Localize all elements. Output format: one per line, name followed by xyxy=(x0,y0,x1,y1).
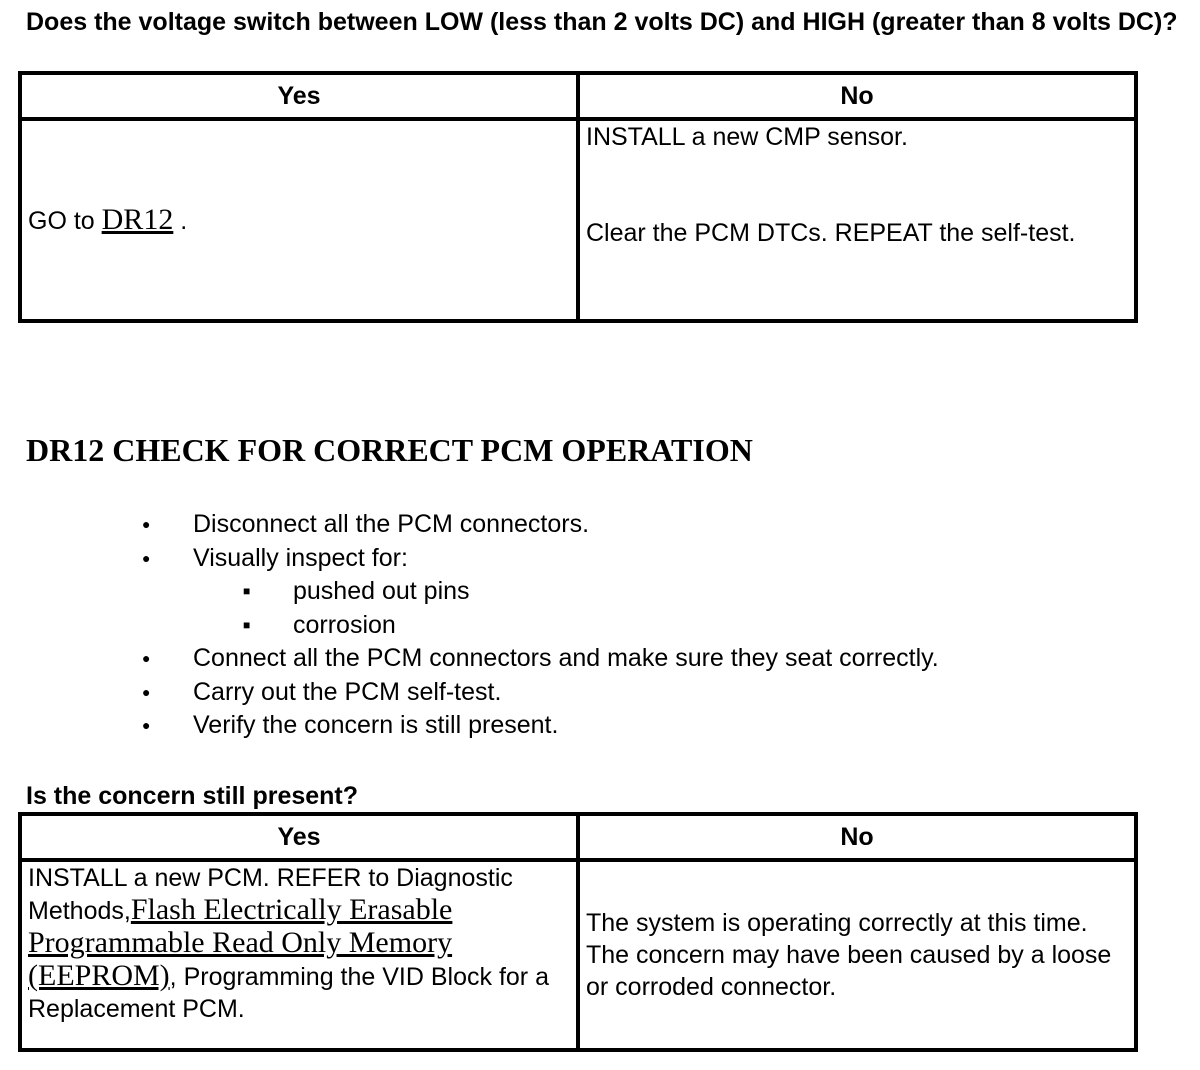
dr12-link[interactable]: DR12 xyxy=(101,202,174,236)
header-no: No xyxy=(578,814,1136,860)
section-heading: DR12 CHECK FOR CORRECT PCM OPERATION xyxy=(26,432,753,468)
cell-no xyxy=(578,860,1136,1050)
list-item: ● Disconnect all the PCM connectors. xyxy=(193,508,939,542)
question-voltage-switch: Does the voltage switch between LOW (less than 2 volts DC) and HIGH (greater than 8 volts DC)? xyxy=(26,8,1178,36)
vid-block-text: , Programming the VID Block for a Replacement PCM. xyxy=(28,963,549,1023)
system-ok-text: The system is operating correctly at this time. The concern may have been caused by a loose or corroded connector. xyxy=(586,909,1112,1001)
install-cmp-text: INSTALL a new CMP sensor. xyxy=(586,123,908,151)
cell-no xyxy=(578,119,1136,321)
cell-yes xyxy=(20,860,578,1050)
list-item: ● Connect all the PCM connectors and make sure they seat correctly. xyxy=(193,642,939,676)
header-yes: Yes xyxy=(20,814,578,860)
eeprom-link[interactable]: Flash Electrically Erasable Programmable Read Only Memory (EEPROM) xyxy=(28,893,453,992)
header-yes: Yes xyxy=(20,73,578,119)
list-item: ● Carry out the PCM self-test. xyxy=(193,676,939,710)
cell-yes xyxy=(20,119,578,321)
list-item: ● Verify the concern is still present. xyxy=(193,709,939,743)
go-to-suffix: . xyxy=(173,206,188,235)
step-list xyxy=(193,508,939,743)
sub-list-item: ■ corrosion xyxy=(293,609,939,643)
go-to-prefix: GO to xyxy=(28,206,102,235)
clear-dtcs-text: Clear the PCM DTCs. REPEAT the self-test. xyxy=(586,219,1076,247)
header-no: No xyxy=(578,73,1136,119)
decision-table-concern xyxy=(18,812,1138,1052)
decision-table-voltage xyxy=(18,71,1138,323)
question-concern-present: Is the concern still present? xyxy=(26,782,359,810)
install-pcm-text: INSTALL a new PCM. REFER to Diagnostic Methods, xyxy=(28,864,513,925)
sub-list-item: ■ pushed out pins xyxy=(293,575,939,609)
list-item xyxy=(193,542,939,643)
list-item-label: Visually inspect for: xyxy=(193,543,408,572)
sub-list xyxy=(193,575,939,642)
